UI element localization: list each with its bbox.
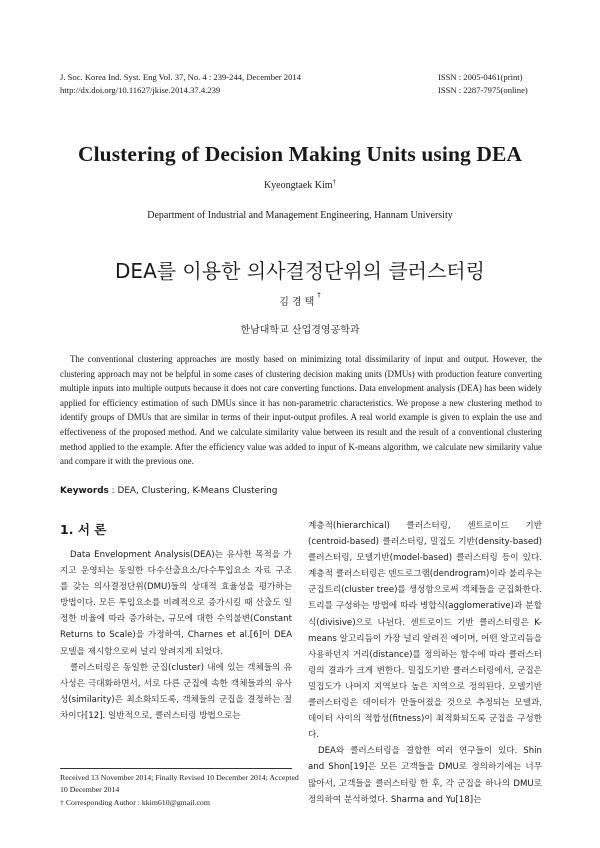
journal-citation: J. Soc. Korea Ind. Syst. Eng Vol. 37, No. 4 : 239-244, December 2014 [60, 72, 301, 82]
section-number: 1. [60, 522, 74, 537]
issn-online: ISSN : 2287-7975(online) [438, 85, 528, 95]
issn-print: ISSN : 2005-0461(print) [438, 72, 523, 82]
right-paragraph-2: DEA와 클러스터링을 결합한 여러 연구들이 있다. Shin and Shon[19]은 모든 고객들을 DMU로 정의하기에는 너무 많아서, 고객들을 클러스터링 한 후, 각 군집을 하나의 DMU로 정의하여 분석하였다. Sharma and Yu[18]는 [308, 746, 542, 805]
author-name-english: Kyeongtaek Kim [263, 180, 333, 191]
paper-title-korean: DEA를 이용한 의사결정단위의 클러스터링 [115, 259, 485, 283]
section-title: 서 론 [77, 522, 107, 537]
affiliation-english: Department of Industrial and Management Engineering, Hannam University [147, 210, 453, 221]
keywords-separator: : [108, 486, 118, 496]
right-paragraph-1: 계층적(hierarchical) 클러스터링, 센트로이드 기반(centroid-based) 클러스터링, 밀집도 기반(density-based) 클러스터링, 모델기반(model-based) 클러스터링 등이 있다. 계층적 클러스터링은 덴드로그램(dendrogram)이라 불리우는 군집트리(cluster tree)를 생성함으로써 객체들을 군집화한다. 트리를 구성하는 방법에 따라 병합식(agglomerative)과 분할식(divisive)으로 나뉜다. 센트로이드 기반 클러스터링은 K-means 알고리듬이 가장 널리 알려진 예이며, 어떤 알고리듬을 사용하던지 거리(distance)를 정의하는 함수에 따라 클러스터링의 결과가 크게 변한다. 밀집도기반 클러스터링에서, 군집은 밀집도가 나머지 지역보다 높은 지역으로 정의된다. 모델기반 클러스터링은 데이터가 만들어졌을 것으로 추정되는 모델과, 데이터 사이의 적합성(fitness)이 최적화되도록 군집을 구성한다. [308, 521, 542, 741]
keywords [60, 486, 277, 496]
keywords-text: DEA, Clustering, K-Means Clustering [117, 486, 278, 496]
left-paragraph-1: Data Envelopment Analysis(DEA)는 유사한 목적을 가지고 운영되는 동일한 다수산출요소/다수투입요소 자료 구조를 갖는 의사결정단위(DMU)들의 상대적 효율성을 평가하는 방법이다. 모든 투입요소를 비례적으로 증가시킬 때 산출도 일정한 비율에 따라 증가하는, 규모에 대한 수익불변(Constant Returns to Scale)을 가정하여, Charnes et al.[6]이 DEA 모델을 제시함으로써 널리 알려지게 되었다. [60, 550, 292, 657]
left-column [60, 547, 292, 724]
affiliation-korean: 한남대학교 산업경영공학과 [240, 325, 360, 336]
journal-header [60, 71, 301, 97]
corresponding-mark: † [332, 178, 337, 186]
abstract: The conventional clustering approaches are mostly based on minimizing total dissimilarity of input and output. However, the clustering approach may not be helpful in some cases of clustering decision making units (DMUs) with production feature converting multiple inputs into multiple outputs because it does not care converting functions. Data envelopment analysis (DEA) has been widely applied for efficiency estimation of such DMUs since it has non-parametric characteristics. We propose a new clustering method to identify groups of DMUs that are similar in terms of their input-output profiles. A real world example is given to explain the use and effectiveness of the proposed method. And we calculate similarity value between its result and the result of a conventional clustering method applied to the example. After the efficiency value was added to input of K-means algorithm, we calculate new similarity value and compare it with the previous one. [60, 354, 542, 467]
corresponding-author: † Corresponding Author : kkim610@gmail.com [60, 797, 210, 807]
author-korean [0, 293, 600, 308]
author-english [0, 180, 600, 191]
footnote-divider [60, 768, 292, 769]
keywords-label: Keywords [60, 486, 109, 496]
issn-block [438, 71, 528, 97]
corresponding-mark-korean: † [317, 291, 321, 299]
footnote [60, 772, 300, 809]
right-column [308, 518, 542, 808]
left-paragraph-2: 클러스터링은 동일한 군집(cluster) 내에 있는 객체들의 유사성은 극대화하면서, 서로 다른 군집에 속한 객체들과의 유사성(similarity)은 최소화되도록, 객체들의 군집을 결정하는 절차이다[12]. 일반적으로, 클러스터링 방법으로는 [60, 662, 292, 721]
paper-title-english: Clustering of Decision Making Units using DEA [77, 142, 523, 166]
received-dates: Received 13 November 2014; Finally Revised 10 December 2014; Accepted 10 December 2014 [60, 773, 299, 795]
doi-link[interactable]: http://dx.doi.org/10.11627/jkise.2014.37.4.239 [60, 85, 221, 95]
author-name-korean: 김경택 [279, 297, 318, 308]
section-heading-introduction [60, 520, 106, 538]
